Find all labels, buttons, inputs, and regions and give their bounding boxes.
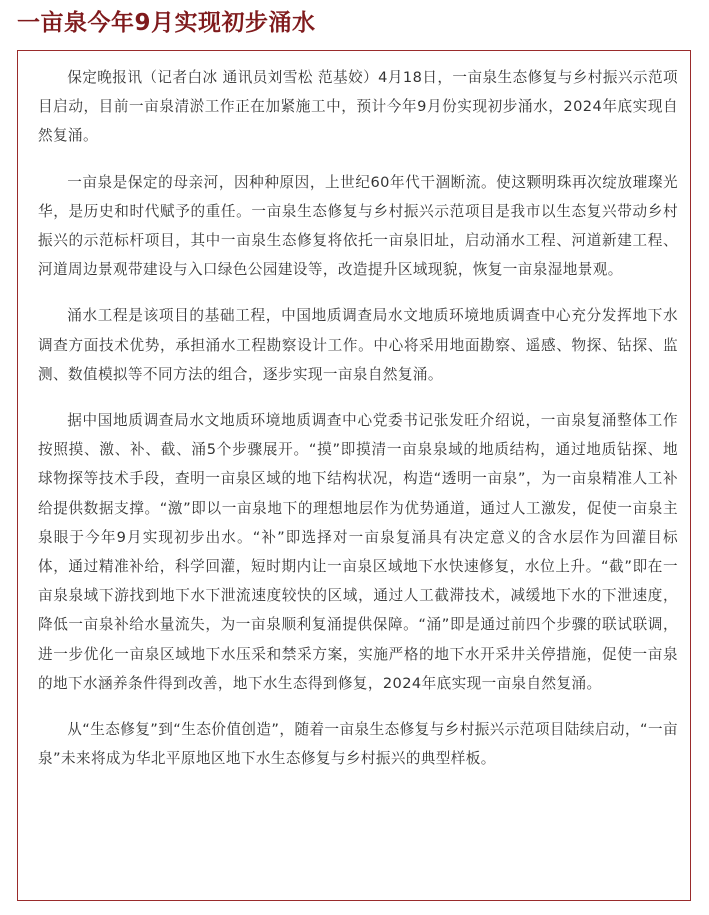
paragraph-lead: 保定晚报讯（记者白冰 通讯员刘雪松 范基姣）4月18日，一亩泉生态修复与乡村振兴示范项目启动，目前一亩泉清淤工作正在加紧施工中，预计今年9月份实现初步涌水，2024年底实现自然复涌。	[38, 69, 678, 145]
article-body	[17, 50, 691, 901]
paragraph-steps: 据中国地质调查局水文地质环境地质调查中心党委书记张发旺介绍说，一亩泉复涌整体工作按照摸、激、补、截、涌5个步骤展开。“摸”即摸清一亩泉泉域的地质结构，通过地质钻探、地球物探等技术手段，查明一亩泉区域的地下结构状况，构造“透明一亩泉”，为一亩泉精准人工补给提供数据支撑。“激”即以一亩泉地下的理想地层作为优势通道，通过人工激发，促使一亩泉主泉眼于今年9月实现初步出水。“补”即选择对一亩泉复涌具有决定意义的含水层作为回灌目标体，通过精准补给，科学回灌，短时期内让一亩泉区域地下水快速修复，水位上升。“截”即在一亩泉泉域下游找到地下水下泄流速度较快的区域，通过人工截滞技术，减缓地下水的下泄速度，降低一亩泉补给水量流失，为一亩泉顺利复涌提供保障。“涌”即是通过前四个步骤的联试联调，进一步优化一亩泉区域地下水压采和禁采方案，实施严格的地下水开采井关停措施，促使一亩泉的地下水涵养条件得到改善，地下水生态得到修复，2024年底实现一亩泉自然复涌。	[38, 412, 678, 692]
article-title: 一亩泉今年9月实现初步涌水	[17, 10, 316, 36]
paragraph-project: 涌水工程是该项目的基础工程，中国地质调查局水文地质环境地质调查中心充分发挥地下水调查方面技术优势，承担涌水工程勘察设计工作。中心将采用地面勘察、遥感、物探、钻探、监测、数值模拟等不同方法的组合，逐步实现一亩泉自然复涌。	[38, 307, 678, 383]
paragraph-conclusion: 从“生态修复”到“生态价值创造”，随着一亩泉生态修复与乡村振兴示范项目陆续启动，“一亩泉”未来将成为华北平原地区地下水生态修复与乡村振兴的典型样板。	[38, 721, 678, 768]
paragraph-history: 一亩泉是保定的母亲河，因种种原因，上世纪60年代干涸断流。使这颗明珠再次绽放璀璨光华，是历史和时代赋予的重任。一亩泉生态修复与乡村振兴示范项目是我市以生态复兴带动乡村振兴的示范标杆项目，其中一亩泉生态修复将依托一亩泉旧址，启动涌水工程、河道新建工程、河道周边景观带建设与入口绿色公园建设等，改造提升区域现貌，恢复一亩泉湿地景观。	[38, 173, 678, 279]
